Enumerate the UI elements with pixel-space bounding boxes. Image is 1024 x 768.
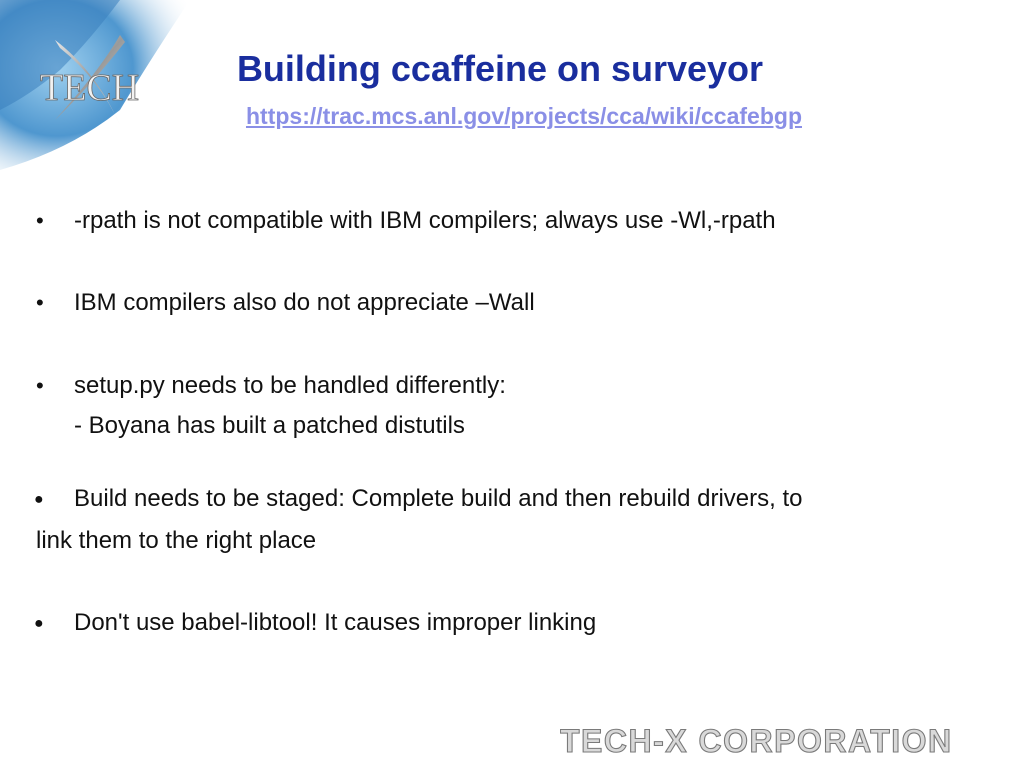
logo-text: TECH <box>40 67 140 109</box>
bullet-text: setup.py needs to be handled differently: <box>74 372 506 399</box>
footer-brand-text: TECH-X CORPORATION <box>560 723 953 759</box>
bullet-marker: • <box>36 290 44 315</box>
footer-brand-logo <box>560 718 1000 762</box>
bullet-text: -rpath is not compatible with IBM compilers; always use -Wl,-rpath <box>74 207 776 234</box>
wiki-link[interactable]: https://trac.mcs.anl.gov/projects/cca/wiki/ccafebgp <box>245 103 802 129</box>
bullet-marker: • <box>36 208 44 233</box>
bullet-marker: • <box>36 373 44 398</box>
bullet-text: Build needs to be staged: Complete build and then rebuild drivers, to <box>74 485 803 512</box>
bullet-text: IBM compilers also do not appreciate –Wall <box>74 289 535 316</box>
slide-title: Building ccaffeine on surveyor <box>236 48 764 89</box>
bullet-continuation-text: link them to the right place <box>36 527 317 554</box>
sub-bullet-text: - Boyana has built a patched distutils <box>74 412 465 439</box>
tech-x-logo <box>0 0 200 175</box>
bullet-marker: ● <box>34 491 44 508</box>
bullet-text: Don't use babel-libtool! It causes improper linking <box>74 609 597 636</box>
bullet-marker: ● <box>34 615 44 632</box>
